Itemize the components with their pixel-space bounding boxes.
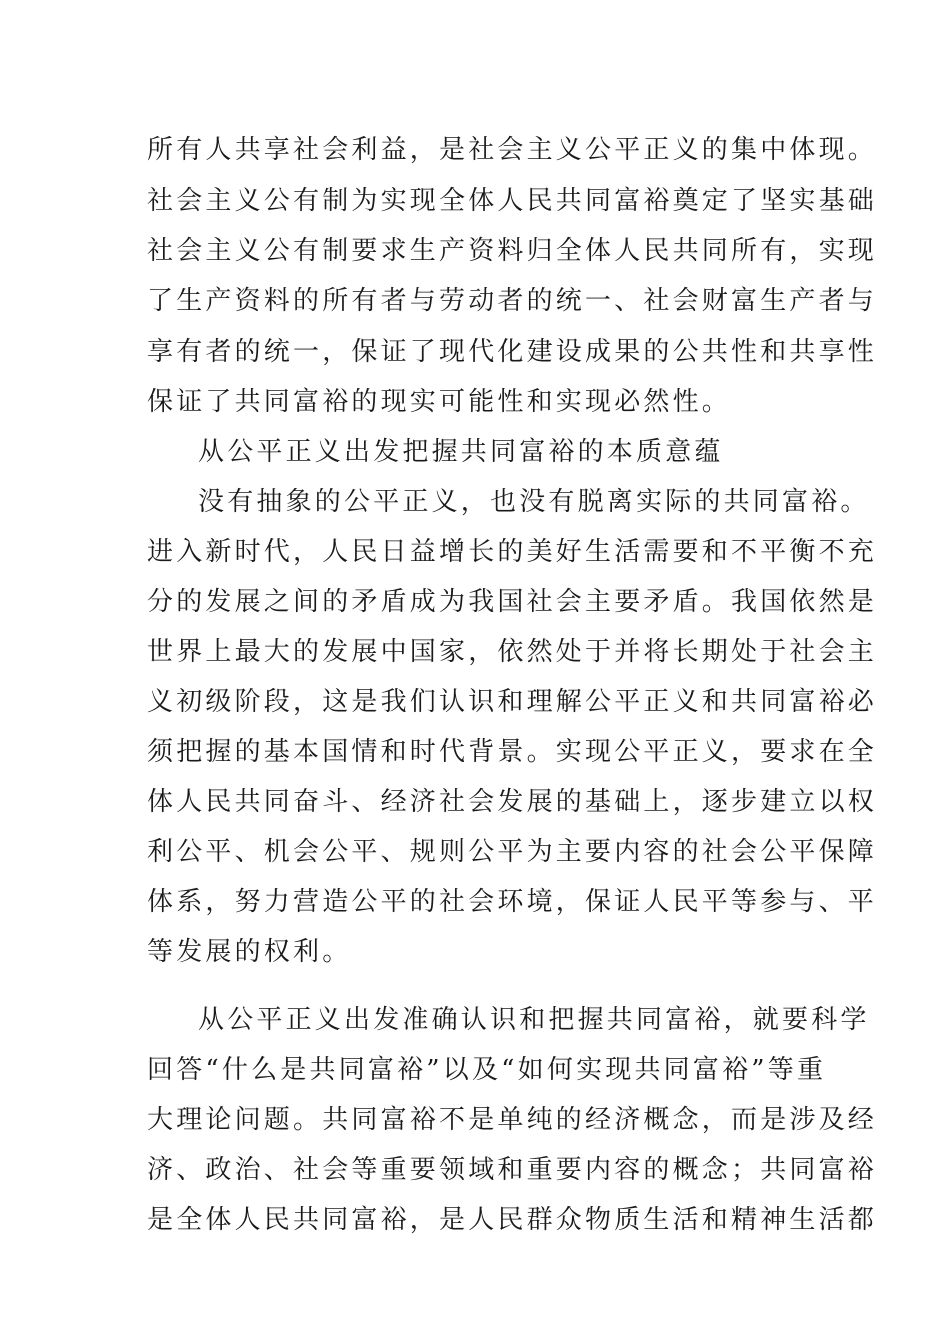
text-line: 进入新时代，人民日益增长的美好生活需要和不平衡不充 (147, 537, 878, 567)
text-line: 保证了共同富裕的现实可能性和实现必然性。 (147, 387, 732, 417)
section-heading: 从公平正义出发把握共同富裕的本质意蕴 (198, 437, 724, 467)
text-line: 没有抽象的公平正义，也没有脱离实际的共同富裕。 (198, 487, 870, 517)
text-line: 所有人共享社会利益，是社会主义公平正义的集中体现。 (147, 135, 878, 165)
text-line: 享有者的统一，保证了现代化建设成果的公共性和共享性 (147, 337, 878, 367)
text-line: 回答“什么是共同富裕”以及“如何实现共同富裕”等重 (147, 1055, 827, 1085)
text-line: 分的发展之间的矛盾成为我国社会主要矛盾。我国依然是 (147, 587, 878, 617)
text-line: 了生产资料的所有者与劳动者的统一、社会财富生产者与 (147, 286, 878, 316)
text-line: 济、政治、社会等重要领域和重要内容的概念；共同富裕 (147, 1155, 878, 1185)
text-line: 利公平、机会公平、规则公平为主要内容的社会公平保障 (147, 837, 878, 867)
text-line: 是全体人民共同富裕，是人民群众物质生活和精神生活都 (147, 1205, 878, 1235)
text-line: 社会主义公有制要求生产资料归全体人民共同所有，实现 (147, 236, 878, 266)
text-line: 世界上最大的发展中国家，依然处于并将长期处于社会主 (147, 637, 878, 667)
text-line: 须把握的基本国情和时代背景。实现公平正义，要求在全 (147, 737, 878, 767)
text-line: 大理论问题。共同富裕不是单纯的经济概念，而是涉及经 (147, 1105, 878, 1135)
text-line: 义初级阶段，这是我们认识和理解公平正义和共同富裕必 (147, 687, 878, 717)
text-line: 等发展的权利。 (147, 937, 352, 967)
text-line: 体人民共同奋斗、经济社会发展的基础上，逐步建立以权 (147, 787, 878, 817)
text-line: 社会主义公有制为实现全体人民共同富裕奠定了坚实基础 (147, 186, 878, 216)
text-line: 从公平正义出发准确认识和把握共同富裕，就要科学 (198, 1005, 870, 1035)
text-line: 体系，努力营造公平的社会环境，保证人民平等参与、平 (147, 887, 878, 917)
